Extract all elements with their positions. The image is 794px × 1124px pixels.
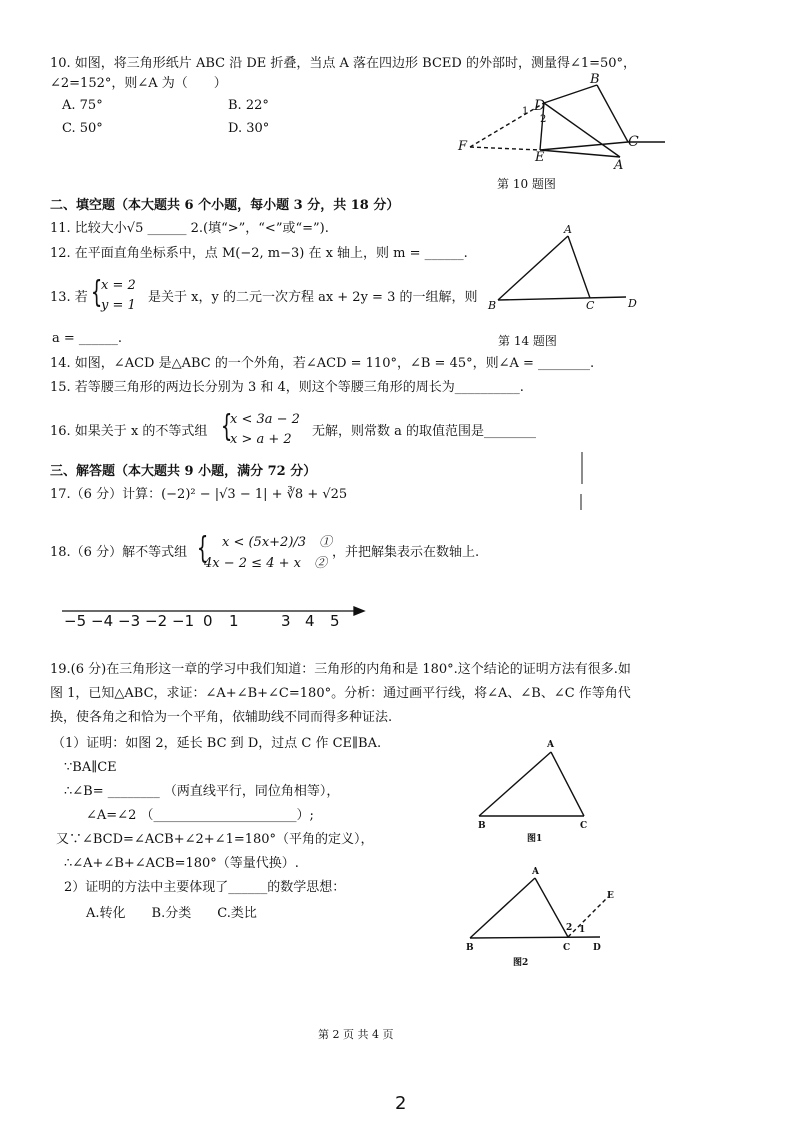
q10-option-d: D. 30° — [228, 121, 270, 136]
q19-proof-step5: ∴∠A+∠B+∠ACB=180°（等量代换）. — [64, 856, 299, 871]
q16-suffix: 无解，则常数 a 的取值范围是________ — [312, 424, 537, 439]
fig1-caption: 图1 — [527, 834, 543, 844]
tick-label: −3 — [118, 612, 141, 630]
q19-part2: 2）证明的方法中主要体现了______的数学思想： — [64, 880, 346, 895]
fig2-label-a: A — [532, 867, 539, 877]
q18-ineq2: 4x − 2 ≤ 4 + x ② — [204, 556, 327, 571]
q16-brace: { — [220, 409, 233, 444]
q10-option-a: A. 75° — [62, 98, 103, 113]
fig2-caption: 图2 — [513, 958, 529, 968]
q13-eq2: y = 1 — [101, 298, 136, 313]
page-number: 2 — [395, 1093, 407, 1114]
q19-part2-options: A.转化 B.分类 C.类比 — [86, 906, 257, 921]
q14-label-b: B — [488, 299, 497, 312]
q18-ineq1: x < (5x+2)/3 ① — [222, 535, 333, 550]
tick-label: −4 — [91, 612, 114, 630]
section3-heading: 三、解答题（本大题共 9 小题，满分 72 分） — [50, 464, 317, 479]
q10-label-e: E — [535, 150, 545, 165]
q10-figure-caption: 第 10 题图 — [497, 177, 556, 191]
fig2-label-1: 1 — [579, 925, 586, 935]
q18-suffix: ，并把解集表示在数轴上. — [332, 545, 480, 560]
q10-label-a: A — [614, 158, 624, 173]
q18-prefix: 18.（6 分）解不等式组 — [50, 545, 188, 560]
q15-text: 15. 若等腰三角形的两边长分别为 3 和 4，则这个等腰三角形的周长为__________. — [50, 380, 524, 395]
q19-line3: 换，使各角之和恰为一个平角，依辅助线不同而得多种证法. — [50, 710, 393, 725]
q10-option-b: B. 22° — [228, 98, 269, 113]
q10-stem-line2: ∠2=152°，则∠A 为（ ） — [50, 76, 227, 91]
fig1-label-b: B — [478, 821, 486, 831]
q16-ineq1: x < 3a − 2 — [230, 412, 300, 427]
fig1-label-c: C — [580, 821, 588, 831]
q10-label-c: C — [628, 134, 639, 150]
q16-prefix: 16. 如果关于 x 的不等式组 — [50, 424, 208, 439]
q14-text: 14. 如图，∠ACD 是△ABC 的一个外角，若∠ACD = 110°，∠B = 45°，则∠A = ________. — [50, 356, 595, 371]
q10-label-2: 2 — [540, 114, 547, 125]
q13-suffix: 是关于 x，y 的二元一次方程 ax + 2y = 3 的一组解，则 — [148, 290, 478, 305]
q10-label-f: F — [458, 139, 468, 154]
q13-eq1: x = 2 — [101, 278, 136, 293]
section2-heading: 二、填空题（本大题共 6 个小题，每小题 3 分，共 18 分） — [50, 198, 400, 213]
q16-ineq2: x > a + 2 — [230, 432, 292, 447]
q19-proof-step2: ∴∠B= ________ （两直线平行，同位角相等）， — [64, 784, 340, 799]
fig2-label-2: 2 — [566, 923, 573, 933]
tick-label: 1 — [229, 612, 239, 630]
tick-label: 0 — [203, 612, 213, 630]
q13-answer: a = ______. — [52, 331, 123, 346]
q19-proof-step4: 又∵∠BCD=∠ACB+∠2+∠1=180°（平角的定义）， — [56, 832, 374, 847]
q19-proof-step3: ∠A=∠2 （______________________）; — [86, 808, 314, 823]
fig2-label-d: D — [593, 943, 601, 953]
q12-text: 12. 在平面直角坐标系中，点 M(−2, m−3) 在 x 轴上，则 m = ______. — [50, 246, 468, 261]
q19-line2: 图 1，已知△ABC，求证：∠A+∠B+∠C=180°。分析：通过画平行线，将∠A、∠B、∠C 作等角代 — [50, 686, 631, 701]
q11-text: 11. 比较大小√5 ______ 2.(填“>”，“<”或“=”). — [50, 221, 329, 236]
q10-label-1: 1 — [522, 106, 529, 117]
tick-label: −2 — [145, 612, 168, 630]
fig2-label-b: B — [466, 943, 474, 953]
q19-proof-intro: （1）证明：如图 2，延长 BC 到 D，过点 C 作 CE∥BA. — [52, 736, 382, 751]
q14-label-d: D — [628, 297, 637, 310]
page-footer: 第 2 页 共 4 页 — [318, 1028, 394, 1041]
tick-label: 5 — [330, 612, 340, 630]
q14-label-c: C — [586, 299, 595, 312]
q13-brace: { — [90, 275, 103, 310]
q18-brace: { — [196, 531, 209, 566]
fig1-label-a: A — [547, 740, 554, 750]
tick-label: 3 — [281, 612, 291, 630]
q14-label-a: A — [564, 223, 572, 236]
q14-figure-caption: 第 14 题图 — [498, 334, 557, 348]
q10-label-d: D — [534, 98, 546, 114]
tick-label: 4 — [305, 612, 315, 630]
q19-line1: 19.(6 分)在三角形这一章的学习中我们知道：三角形的内角和是 180°.这个结论的证明方法有很多.如 — [50, 662, 631, 677]
q10-label-b: B — [590, 72, 600, 87]
tick-label: −5 — [64, 612, 87, 630]
tick-label: −1 — [172, 612, 195, 630]
q10-option-c: C. 50° — [62, 121, 103, 136]
fig2-label-c: C — [563, 943, 571, 953]
q13-prefix: 13. 若 — [50, 290, 88, 305]
q10-stem-line1: 10. 如图，将三角形纸片 ABC 沿 DE 折叠，当点 A 落在四边形 BCED 的外部时，测量得∠1=50°， — [50, 56, 637, 71]
q19-fig1-triangle — [479, 752, 584, 816]
q19-proof-step1: ∵BA∥CE — [64, 760, 117, 775]
q14-figure — [498, 236, 626, 300]
q17-text: 17.（6 分）计算：(−2)² − |√3 − 1| + ∛8 + √25 — [50, 487, 348, 502]
q19-fig2-triangle — [470, 878, 608, 938]
fig2-label-e: E — [607, 891, 614, 901]
